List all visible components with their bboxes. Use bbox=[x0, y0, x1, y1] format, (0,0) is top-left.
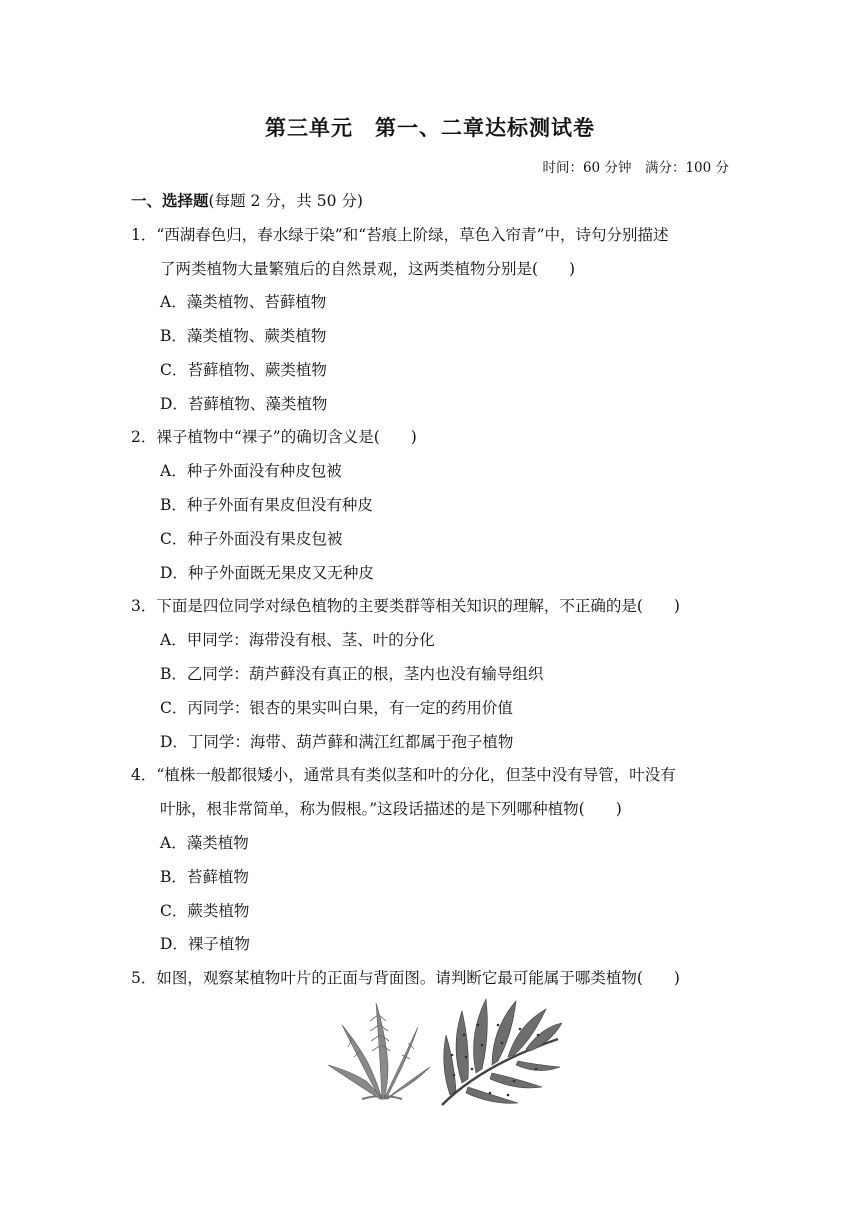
question-1-option-b: B．藻类植物、蕨类植物 bbox=[160, 327, 327, 345]
section-heading bbox=[131, 189, 363, 211]
fern-plant-front-image bbox=[328, 1003, 430, 1099]
fern-leaf-figure bbox=[322, 995, 562, 1107]
question-4-option-a: A．藻类植物 bbox=[160, 834, 249, 852]
question-2-option-d: D．种子外面既无果皮又无种皮 bbox=[160, 564, 374, 582]
question-4-line-1: 4．“植株一般都很矮小，通常具有类似茎和叶的分化，但茎中没有导管，叶没有 bbox=[131, 766, 676, 784]
time-score-info: 时间：60 分钟 满分：100 分 bbox=[542, 160, 729, 176]
fern-leaf-back-image bbox=[438, 995, 562, 1107]
question-2-option-a: A．种子外面没有种皮包被 bbox=[160, 462, 342, 480]
question-3-line-1: 3．下面是四位同学对绿色植物的主要类群等相关知识的理解，不正确的是( ) bbox=[131, 597, 680, 615]
question-4-option-b: B．苔藓植物 bbox=[160, 868, 249, 886]
question-3-option-b: B．乙同学：葫芦藓没有真正的根，茎内也没有输导组织 bbox=[160, 665, 544, 683]
question-2-option-b: B．种子外面有果皮但没有种皮 bbox=[160, 496, 373, 514]
question-3-option-a: A．甲同学：海带没有根、茎、叶的分化 bbox=[160, 631, 435, 649]
question-1-option-d: D．苔藓植物、藻类植物 bbox=[160, 395, 328, 413]
question-2-option-c: C．种子外面没有果皮包被 bbox=[160, 530, 343, 548]
question-1-option-a: A．藻类植物、苔藓植物 bbox=[160, 293, 327, 311]
question-1-option-c: C．苔藓植物、蕨类植物 bbox=[160, 361, 327, 379]
section-heading-note: (每题 2 分，共 50 分) bbox=[208, 192, 363, 210]
question-3-option-d: D．丁同学：海带、葫芦藓和满江红都属于孢子植物 bbox=[160, 733, 514, 751]
question-5-line-1: 5．如图，观察某植物叶片的正面与背面图。请判断它最可能属于哪类植物( ) bbox=[131, 969, 680, 987]
section-heading-title: 一、选择题 bbox=[131, 192, 209, 210]
page-title: 第三单元 第一、二章达标测试卷 bbox=[265, 116, 595, 140]
question-2-line-1: 2．裸子植物中“裸子”的确切含义是( ) bbox=[131, 428, 417, 446]
question-3-option-c: C．丙同学：银杏的果实叫白果，有一定的药用价值 bbox=[160, 699, 513, 717]
question-4-line-2: 叶脉，根非常简单，称为假根。”这段话描述的是下列哪种植物( ) bbox=[160, 800, 622, 818]
question-4-option-c: C．蕨类植物 bbox=[160, 902, 250, 920]
question-1-line-1: 1．“西湖春色归，春水绿于染”和“苔痕上阶绿，草色入帘青”中，诗句分别描述 bbox=[131, 226, 669, 244]
question-1-line-2: 了两类植物大量繁殖后的自然景观，这两类植物分别是( ) bbox=[160, 260, 576, 278]
question-4-option-d: D．裸子植物 bbox=[160, 935, 250, 953]
